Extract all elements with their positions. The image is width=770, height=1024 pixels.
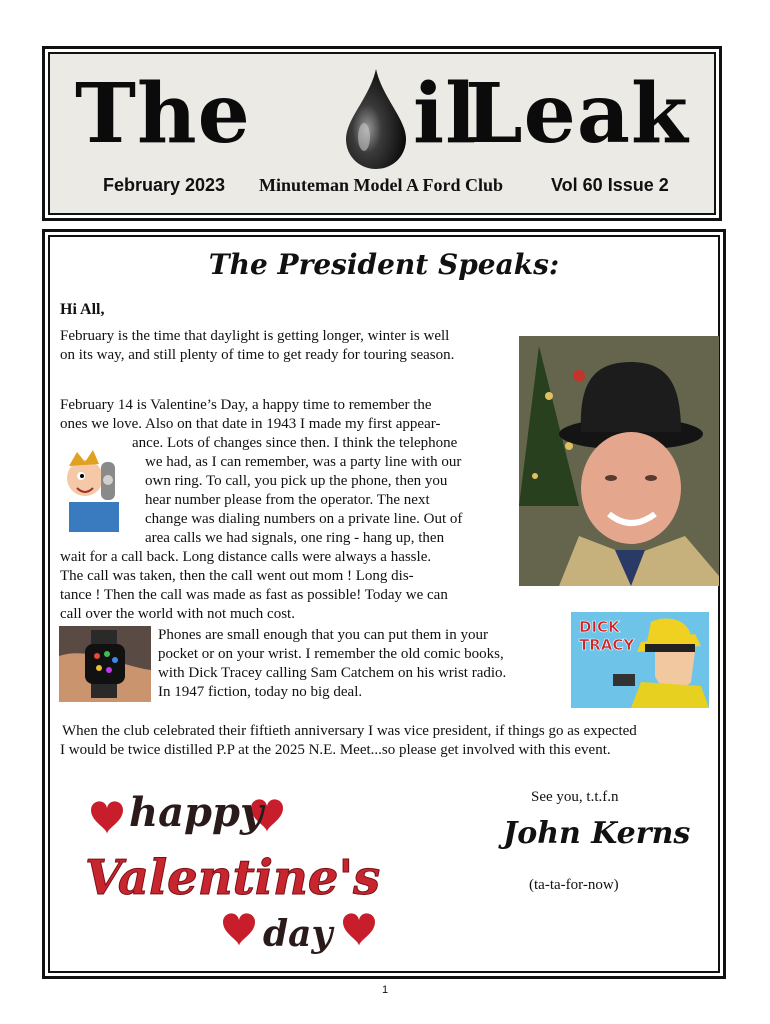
text-line: with Dick Tracey calling Sam Catchem on his wrist radio. xyxy=(158,665,507,681)
text-line: change was dialing numbers on a private line. Out of xyxy=(145,511,463,527)
text-line: The call was taken, then the call went out mom ! Long dis- xyxy=(60,568,414,584)
text-line: In 1947 fiction, today no big deal. xyxy=(158,684,363,700)
newsletter-title xyxy=(75,67,715,177)
svg-text:TRACY: TRACY xyxy=(579,636,635,654)
text-line: pocket or on your wrist. I remember the old comic books, xyxy=(158,646,504,662)
cartoon-phone-image xyxy=(63,450,125,534)
text-line: tance ! Then the call was made as fast as possible! Today we can xyxy=(60,587,448,603)
page-number: 1 xyxy=(381,984,389,996)
text-line: call over the world with not much cost. xyxy=(60,606,295,622)
title-il: il xyxy=(413,66,478,162)
president-article xyxy=(42,229,726,979)
oil-drop-icon xyxy=(340,67,412,171)
article-headline: The President Speaks: xyxy=(208,248,560,281)
dick-tracy-comic-image xyxy=(571,612,709,708)
valentine-day: day xyxy=(263,913,333,955)
volume-issue: Vol 60 Issue 2 xyxy=(551,175,669,195)
greeting: Hi All, xyxy=(60,301,105,318)
comic-logo: DICK xyxy=(579,618,620,636)
ttfn-explanation: (ta-ta-for-now) xyxy=(529,877,619,893)
smartwatch-photo xyxy=(59,626,151,702)
signature: John Kerns xyxy=(503,816,691,851)
valentine-word: Valentine's xyxy=(85,850,381,906)
title-the: The xyxy=(75,66,251,162)
text-line: own ring. To call, you pick up the phone, then you xyxy=(145,473,448,489)
sign-off: See you, t.t.f.n xyxy=(531,789,619,805)
club-name: Minuteman Model A Ford Club xyxy=(259,175,504,195)
happy-valentines-day-graphic xyxy=(83,782,423,960)
text-line: Phones are small enough that you can put them in your xyxy=(158,627,488,643)
text-line: area calls we had signals, one ring - hang up, then xyxy=(145,530,445,546)
valentine-happy: happy xyxy=(129,789,264,836)
text-line: When the club celebrated their fiftieth anniversary I was vice president, if things go as expected xyxy=(62,723,637,739)
text-line: on its way, and still plenty of time to get ready for touring season. xyxy=(60,347,455,363)
text-line: February is the time that daylight is getting longer, winter is well xyxy=(60,328,450,344)
president-photo xyxy=(519,336,719,586)
masthead-subtitle xyxy=(45,175,719,205)
text-line: ance. Lots of changes since then. I think the telephone xyxy=(132,435,458,451)
text-line: hear number please from the operator. The next xyxy=(145,492,430,508)
title-leak: Leak xyxy=(465,66,689,162)
text-line: we had, as I can remember, was a party line with our xyxy=(145,454,462,470)
issue-date: February 2023 xyxy=(103,175,226,195)
heart-icon xyxy=(223,913,255,946)
text-line: wait for a call back. Long distance calls were always a hassle. xyxy=(60,549,432,565)
text-line: I would be twice distilled P.P at the 2025 N.E. Meet...so please get involved with this event. xyxy=(60,742,611,758)
text-line: February 14 is Valentine’s Day, a happy time to remember the xyxy=(60,397,432,413)
heart-icon xyxy=(91,801,123,834)
text-line: ones we love. Also on that date in 1943 I made my first appear- xyxy=(60,416,441,432)
masthead xyxy=(42,46,722,221)
heart-icon xyxy=(343,913,375,946)
